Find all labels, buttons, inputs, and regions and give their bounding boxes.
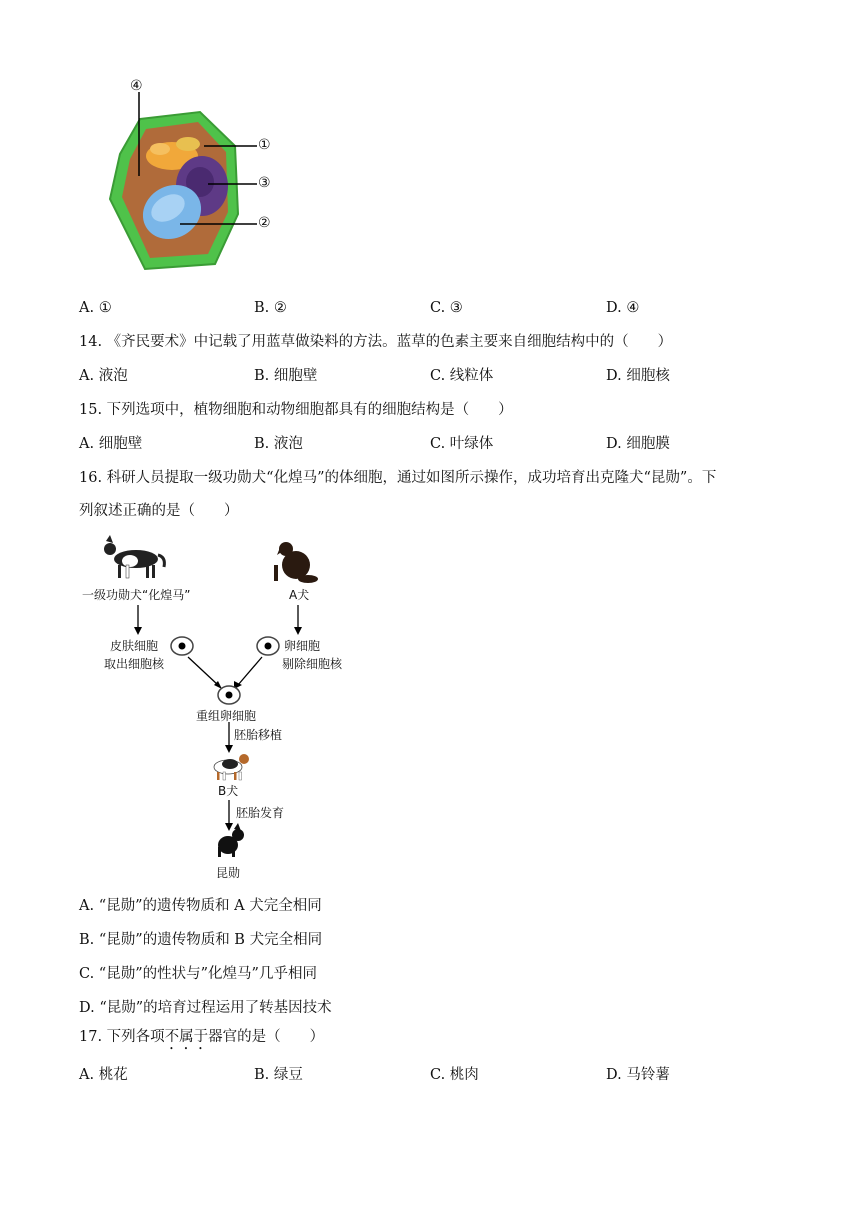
q17-stem-prefix: 17. 下列各项: [79, 1029, 165, 1045]
q14-option-c[interactable]: C. 线粒体: [430, 368, 494, 384]
q16-option-b[interactable]: B. “昆勋”的遗传物质和 B 犬完全相同: [79, 932, 323, 948]
q16-option-d[interactable]: D. “昆勋”的培育过程运用了转基因技术: [79, 1000, 332, 1016]
q13-option-d[interactable]: D. ④: [606, 300, 640, 316]
label-dog-b: B犬: [218, 784, 239, 798]
q16-option-a[interactable]: A. “昆勋”的遗传物质和 A 犬完全相同: [79, 898, 322, 914]
q14-option-a[interactable]: A. 液泡: [79, 368, 128, 384]
q17-stem-suffix: 器官的是（ ）: [208, 1029, 325, 1045]
q14-stem: 14. 《齐民要术》中记载了用蓝草做染料的方法。蓝草的色素主要来自细胞结构中的（ ）: [79, 334, 673, 350]
cloning-diagram: [78, 535, 378, 885]
recombined-egg-icon: [218, 686, 240, 704]
q15-option-b[interactable]: B. 液泡: [254, 436, 303, 452]
q15-option-d[interactable]: D. 细胞膜: [606, 436, 670, 452]
dog-huahuangma-icon: [104, 535, 164, 578]
q16-stem-line1: 16. 科研人员提取一级功勋犬“化煌马”的体细胞，通过如图所示操作，成功培育出克隆犬“昆勋”。下: [79, 470, 717, 486]
cell-label-2: ②: [258, 215, 271, 231]
label-embryo-development: 胚胎发育: [236, 806, 285, 820]
q14-option-d[interactable]: D. 细胞核: [606, 368, 670, 384]
cell-label-3: ③: [258, 175, 271, 191]
plant-cell-illustration: [100, 74, 290, 274]
label-recombined-egg: 重组卵细胞: [196, 709, 257, 723]
q13-option-c[interactable]: C. ③: [430, 300, 463, 316]
dog-a-icon: [274, 542, 318, 583]
label-remove-egg-nucleus: 剔除细胞核: [282, 657, 343, 671]
dog-b-icon: [214, 754, 249, 780]
q17-option-c[interactable]: C. 桃肉: [430, 1067, 479, 1083]
label-embryo-transplant: 胚胎移植: [234, 728, 283, 742]
q17-stem: [79, 1027, 324, 1053]
label-egg-cell: 卵细胞: [284, 639, 321, 653]
q17-option-a[interactable]: A. 桃花: [79, 1067, 128, 1083]
label-remove-nucleus: 取出细胞核: [104, 657, 165, 671]
cell-label-4: ④: [130, 78, 143, 94]
plant-cell-diagram: [100, 74, 290, 274]
q15-stem: 15. 下列选项中，植物细胞和动物细胞都具有的细胞结构是（ ）: [79, 402, 513, 418]
label-huahuangma: 一级功勋犬“化煌马”: [82, 588, 191, 602]
skin-cell-icon: [171, 637, 193, 655]
label-skin-cell: 皮肤细胞: [110, 639, 159, 653]
q17-stem-emphasis: 不属于: [164, 1029, 209, 1045]
q15-option-a[interactable]: A. 细胞壁: [79, 436, 143, 452]
q13-option-b[interactable]: B. ②: [254, 300, 287, 316]
q16-option-c[interactable]: C. “昆勋”的性状与”化煌马”几乎相同: [79, 966, 317, 982]
cell-label-1: ①: [258, 137, 271, 153]
label-kunxun: 昆勋: [216, 866, 241, 880]
q17-option-d[interactable]: D. 马铃薯: [606, 1067, 670, 1083]
egg-cell-icon: [257, 637, 279, 655]
dog-kunxun-icon: [218, 823, 244, 857]
q15-option-c[interactable]: C. 叶绿体: [430, 436, 494, 452]
q16-stem-line2: 列叙述正确的是（ ）: [79, 503, 239, 519]
q14-option-b[interactable]: B. 细胞壁: [254, 368, 318, 384]
label-dog-a: A犬: [289, 588, 310, 602]
q17-option-b[interactable]: B. 绿豆: [254, 1067, 303, 1083]
q13-option-a[interactable]: A. ①: [79, 300, 112, 316]
